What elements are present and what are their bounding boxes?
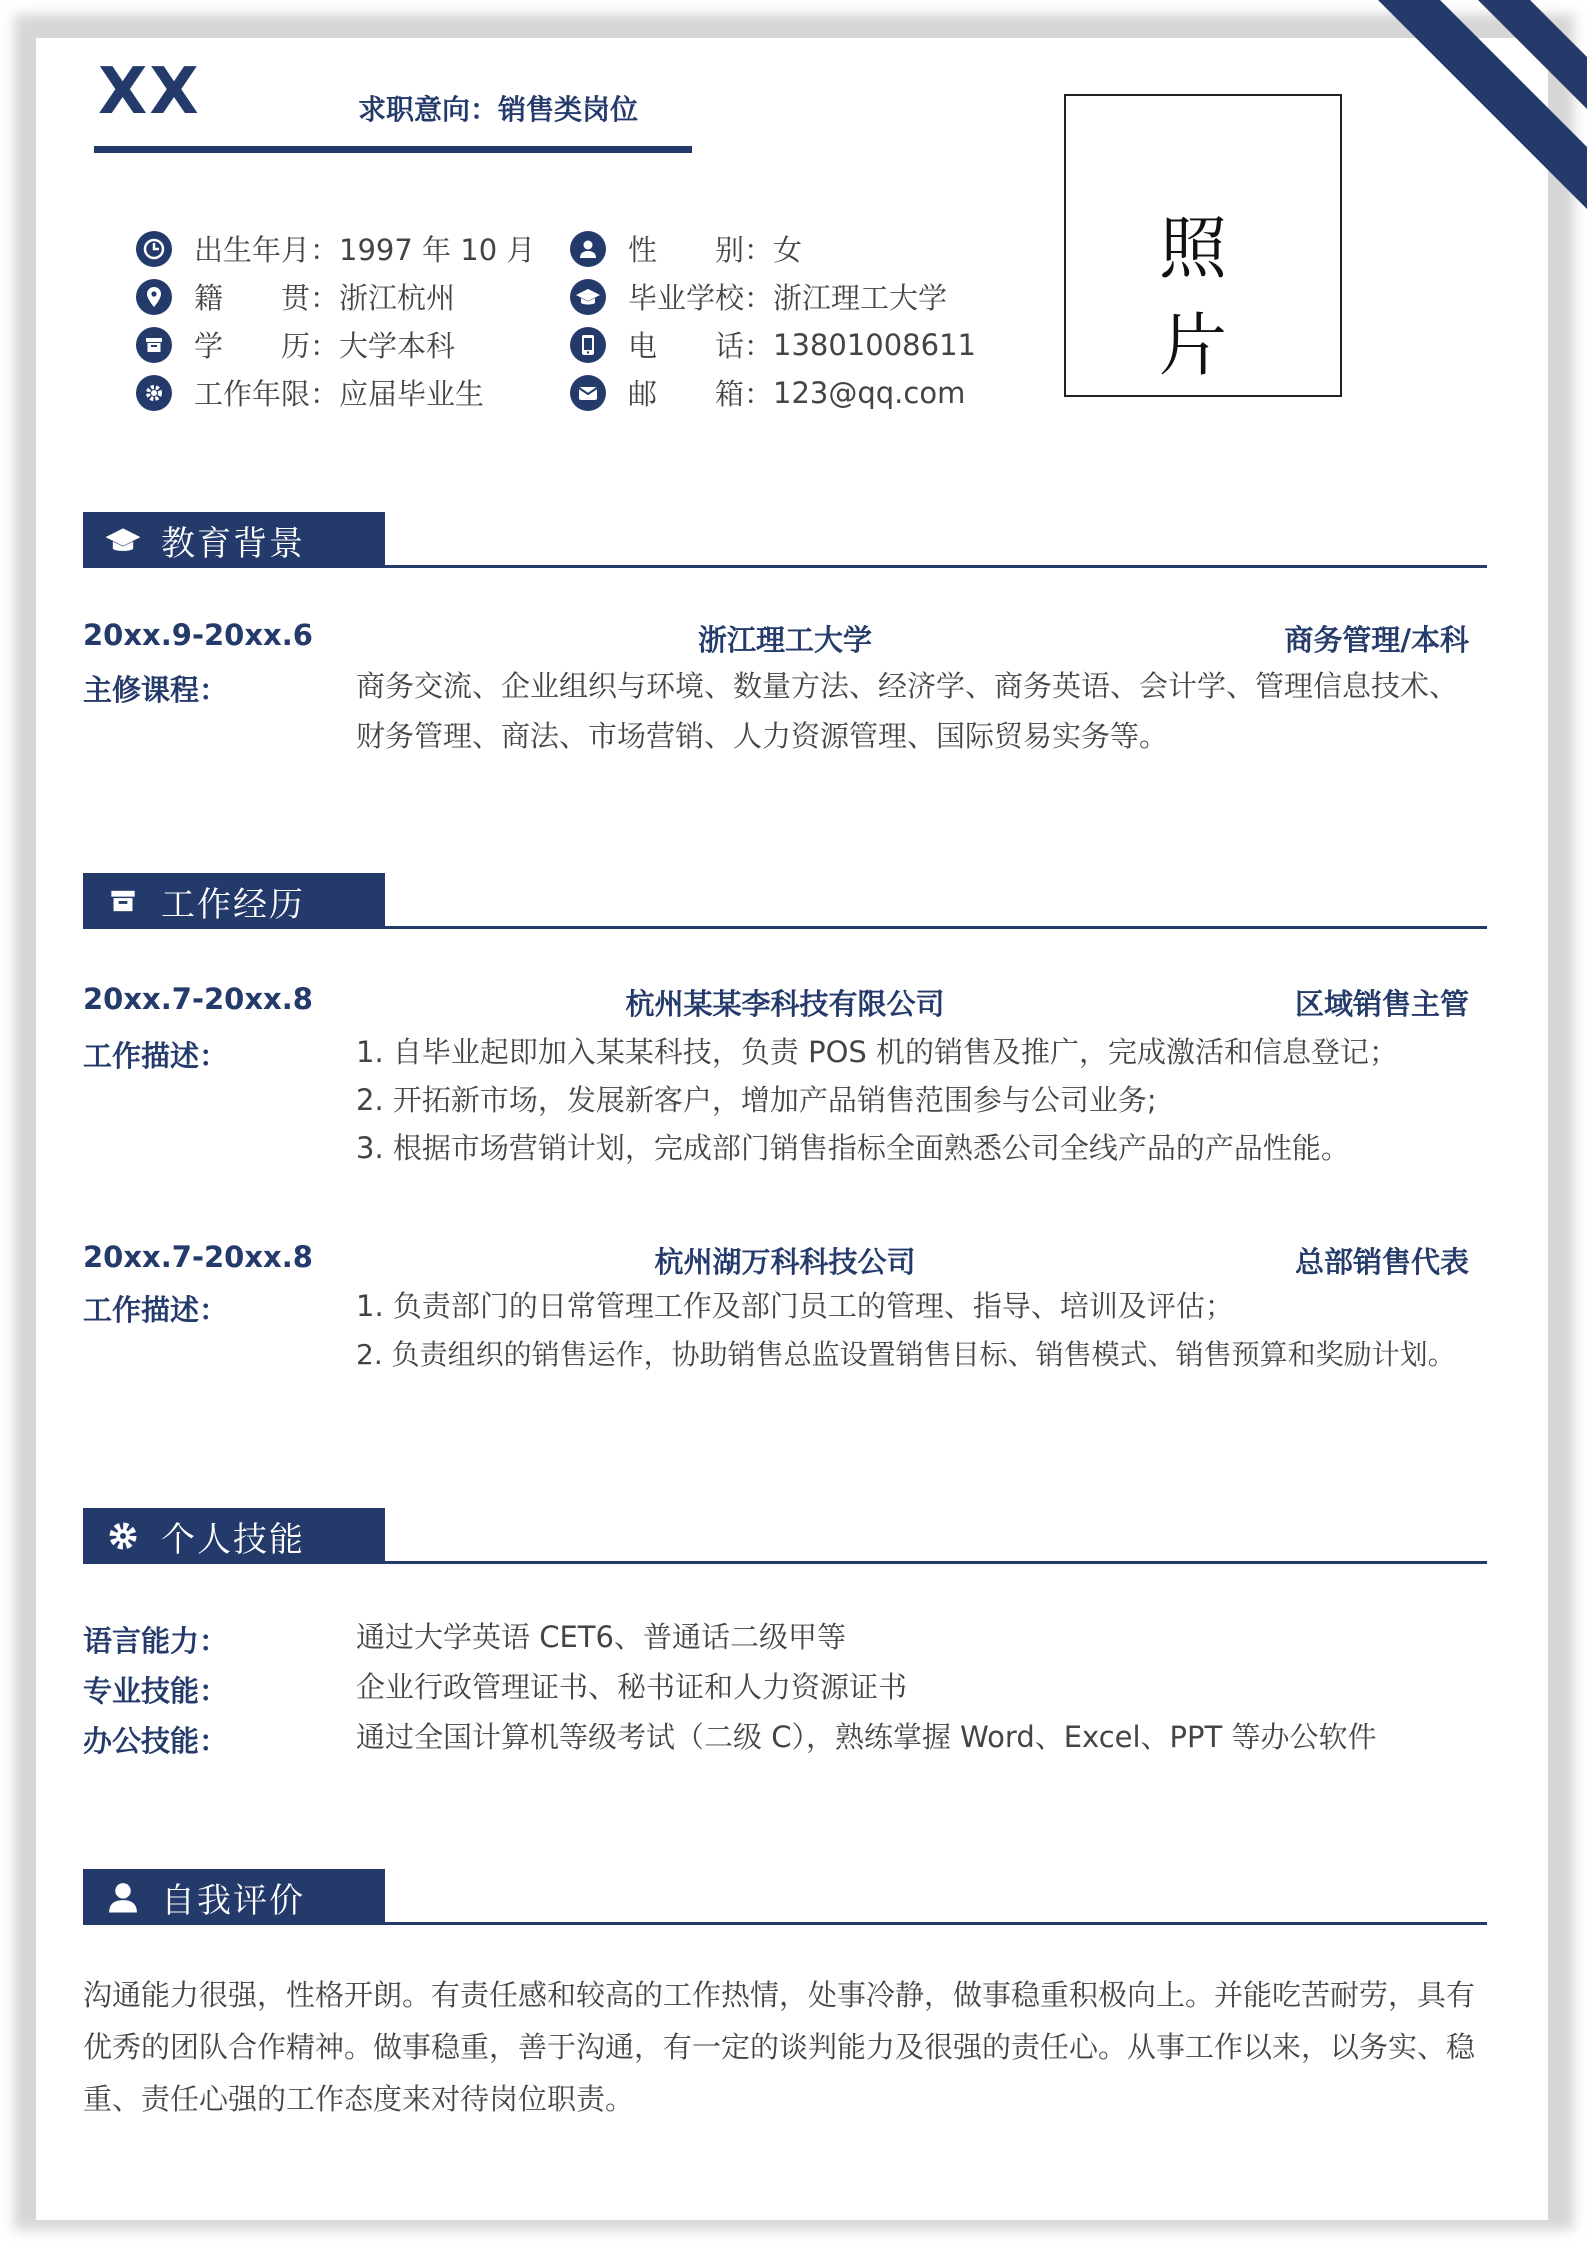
gear-icon [136,375,172,411]
candidate-name: XX [98,55,201,129]
gear-icon [103,1516,143,1556]
info-birth [136,228,535,269]
clock-icon [136,231,172,267]
gender-label: 性 别： [628,233,774,267]
years-label: 工作年限： [194,377,340,411]
info-years [136,372,484,413]
years-value: 应届毕业生 [339,377,485,411]
section-divider [83,926,1487,929]
job-desc-item: 2. 负责组织的销售运作，协助销售总监设置销售目标、销售模式、销售预算和奖励计划。 [356,1338,1456,1371]
graduation-cap-icon [103,520,143,560]
section-divider [83,1922,1487,1925]
job-position: 区域销售主管 [1294,987,1469,1021]
info-phone [570,324,976,365]
job-company: 杭州某某李科技有限公司 [625,987,945,1021]
job-period: 20xx.7-20xx.8 [83,1240,313,1274]
skill-value: 通过全国计算机等级考试（二级 C），熟练掌握 Word、Excel、PPT 等办公软件 [356,1720,1377,1754]
job-desc-item: 1. 负责部门的日常管理工作及部门员工的管理、指导、培训及评估； [356,1289,1234,1323]
graduation-cap-icon [570,279,606,315]
section-divider [83,1561,1487,1564]
origin-label: 籍 贯： [194,281,340,315]
phone-icon [570,327,606,363]
school-value: 浙江理工大学 [773,281,948,315]
info-degree [136,324,455,365]
user-icon [570,231,606,267]
section-self-tab [83,1869,385,1925]
self-evaluation-text: 沟通能力很强，性格开朗。有责任感和较高的工作热情，处事冷静，做事稳重积极向上。并能吃苦耐劳，具有优秀的团队合作精神。做事稳重，善于沟通，有一定的谈判能力及很强的责任心。从事工作以来，以务实、稳重、责任心强的工作态度来对待岗位职责。 [83,1978,1476,2116]
skill-label: 专业技能： [83,1674,229,1708]
degree-label: 学 历： [194,329,340,363]
section-work-title: 工作经历 [161,884,305,925]
section-education-header [83,512,1487,568]
location-pin-icon [136,279,172,315]
job-intent: 求职意向：销售类岗位 [358,93,639,126]
section-skills-title: 个人技能 [161,1519,305,1560]
section-skills-header [83,1508,1487,1564]
courses-line-1: 商务交流、企业组织与环境、数量方法、经济学、商务英语、会计学、管理信息技术、 [356,669,1459,703]
mail-icon [570,375,606,411]
photo-label: 照 片 [1158,210,1287,386]
origin-value: 浙江杭州 [339,281,456,315]
archive-box-icon [103,881,143,921]
info-school [570,276,947,317]
courses-line-2: 财务管理、商法、市场营销、人力资源管理、国际贸易实务等。 [356,719,1169,753]
gender-value: 女 [773,233,803,267]
section-education-tab [83,512,385,568]
section-education-title: 教育背景 [161,523,305,564]
birth-value: 1997 年 10 月 [339,233,536,267]
section-work-header [83,873,1487,929]
degree-value: 大学本科 [339,329,456,363]
courses-label: 主修课程： [83,673,229,707]
info-email [570,372,965,413]
info-gender [570,228,802,269]
education-school: 浙江理工大学 [697,623,872,657]
job-desc-item: 1. 自毕业起即加入某某科技，负责 POS 机的销售及推广，完成激活和信息登记； [356,1035,1399,1069]
email-value: 123@qq.com [773,375,966,410]
archive-box-icon [136,327,172,363]
school-label: 毕业学校： [628,281,774,315]
user-icon [103,1877,143,1917]
section-skills-tab [83,1508,385,1564]
header-underline [94,146,692,153]
job-desc-label: 工作描述： [83,1293,229,1327]
photo-placeholder [1064,94,1342,397]
phone-value: 13801008611 [773,327,976,362]
email-label: 邮 箱： [628,377,774,411]
section-self-header [83,1869,1487,1925]
job-desc-label: 工作描述： [83,1039,229,1073]
job-desc-item: 2. 开拓新市场，发展新客户，增加产品销售范围参与公司业务; [356,1083,1157,1117]
section-self-title: 自我评价 [161,1880,305,1921]
section-divider [83,565,1487,568]
birth-label: 出生年月： [194,233,340,267]
job-position: 总部销售代表 [1294,1245,1469,1279]
skill-label: 语言能力： [83,1624,229,1658]
skill-value: 通过大学英语 CET6、普通话二级甲等 [356,1620,846,1654]
education-period: 20xx.9-20xx.6 [83,618,313,652]
job-company: 杭州湖万科科技公司 [654,1245,916,1279]
section-work-tab [83,873,385,929]
info-origin [136,276,455,317]
skill-value: 企业行政管理证书、秘书证和人力资源证书 [356,1670,908,1704]
skill-label: 办公技能： [83,1724,229,1758]
job-desc-item: 3. 根据市场营销计划，完成部门销售指标全面熟悉公司全线产品的产品性能。 [356,1131,1350,1165]
education-major: 商务管理/本科 [1284,623,1469,657]
job-period: 20xx.7-20xx.8 [83,982,313,1016]
phone-label: 电 话： [628,329,774,363]
